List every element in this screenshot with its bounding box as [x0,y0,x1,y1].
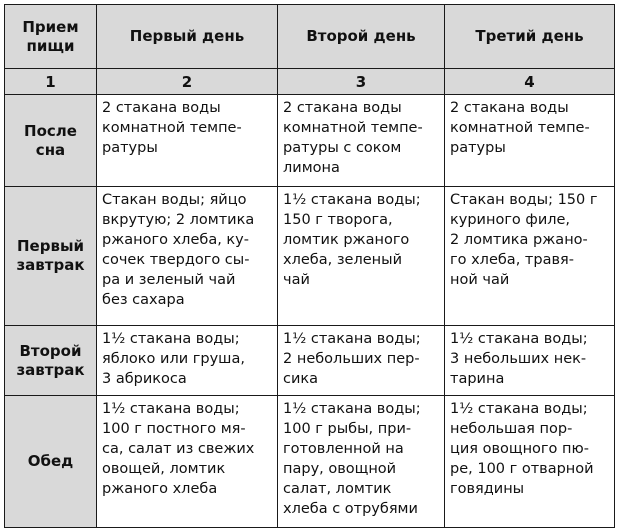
day-1-menu: 2 стакана воды комнатной темпе- ратуры [97,95,278,187]
meal-name: Обед [5,396,97,528]
table-row [5,95,615,187]
table-row [5,187,615,326]
day-2-menu: 2 стакана воды комнатной темпе- ратуры с соком лимона [278,95,445,187]
meal-name: Первый завтрак [5,187,97,326]
table-row [5,396,615,528]
day-1-menu: Стакан воды; яйцо вкрутую; 2 ломтика ржаного хлеба, ку- сочек твердого сы- ра и зеленый чай без сахара [97,187,278,326]
day-2-menu: 1½ стакана воды; 2 небольших пер- сика [278,326,445,396]
meal-name: После сна [5,95,97,187]
day-3-menu: Стакан воды; 150 г куриного филе, 2 ломтика ржано- го хлеба, травя- ной чай [445,187,615,326]
header-day-1: Первый день [97,5,278,69]
header-row [5,5,615,69]
header-meal: Прием пищи [5,5,97,69]
day-3-menu: 1½ стакана воды; 3 небольших нек- тарина [445,326,615,396]
header-day-2: Второй день [278,5,445,69]
column-number: 1 [5,69,97,95]
column-number: 3 [278,69,445,95]
diet-table-container [4,4,614,528]
diet-table [4,4,615,528]
day-1-menu: 1½ стакана воды; 100 г постного мя- са, салат из свежих овощей, ломтик ржаного хлеба [97,396,278,528]
column-number: 2 [97,69,278,95]
day-3-menu: 2 стакана воды комнатной темпе- ратуры [445,95,615,187]
day-2-menu: 1½ стакана воды; 100 г рыбы, при- готовленной на пару, овощной салат, ломтик хлеба с отрубями [278,396,445,528]
header-day-3: Третий день [445,5,615,69]
day-3-menu: 1½ стакана воды; небольшая пор- ция овощного пю- ре, 100 г отварной говядины [445,396,615,528]
day-1-menu: 1½ стакана воды; яблоко или груша, 3 абрикоса [97,326,278,396]
column-number: 4 [445,69,615,95]
table-row [5,326,615,396]
column-number-row [5,69,615,95]
meal-name: Второй завтрак [5,326,97,396]
day-2-menu: 1½ стакана воды; 150 г творога, ломтик ржаного хлеба, зеленый чай [278,187,445,326]
